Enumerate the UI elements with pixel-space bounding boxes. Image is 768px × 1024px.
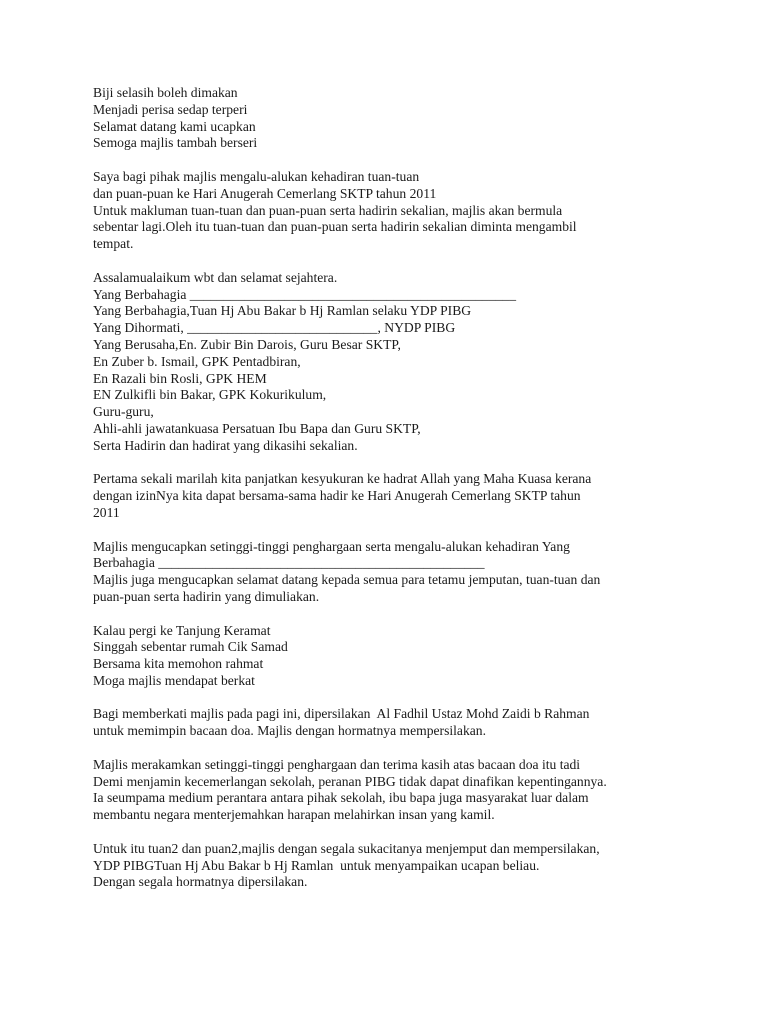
- text-line: dan puan-puan ke Hari Anugerah Cemerlang SKTP tahun 2011: [93, 185, 437, 201]
- text-line: Untuk itu tuan2 dan puan2,majlis dengan segala sukacitanya menjemput dan mempersilakan,: [93, 840, 600, 856]
- text-line: Yang Berbahagia ________________________________________________: [93, 286, 517, 302]
- text-line: Dengan segala hormatnya dipersilakan.: [93, 874, 308, 890]
- thanks-pibg-paragraph: [93, 757, 693, 824]
- text-line: Bagi memberkati majlis pada pagi ini, dipersilakan Al Fadhil Ustaz Mohd Zaidi b Rahman: [93, 706, 590, 722]
- text-line: Assalamualaikum wbt dan selamat sejahtera.: [93, 269, 338, 285]
- invite-ydp-paragraph: [93, 841, 693, 891]
- text-line: Saya bagi pihak majlis mengalu-alukan kehadiran tuan-tuan: [93, 168, 420, 184]
- document-page: [93, 85, 693, 908]
- text-line: Serta Hadirin dan hadirat yang dikasihi sekalian.: [93, 437, 358, 453]
- text-line: Majlis merakamkan setinggi-tinggi penghargaan dan terima kasih atas bacaan doa itu tadi: [93, 756, 581, 772]
- text-line: Yang Berbahagia,Tuan Hj Abu Bakar b Hj Ramlan selaku YDP PIBG: [93, 303, 472, 319]
- text-line: En Razali bin Rosli, GPK HEM: [93, 370, 267, 386]
- welcome-paragraph: [93, 169, 693, 253]
- text-line: Ia seumpama medium perantara antara pihak sekolah, ibu bapa juga masyarakat luar dalam: [93, 790, 589, 806]
- text-line: membantu negara menterjemahkan harapan melahirkan insan yang kamil.: [93, 807, 495, 823]
- text-line: Majlis juga mengucapkan selamat datang kepada semua para tetamu jemputan, tuan-tuan dan: [93, 572, 601, 588]
- text-line: puan-puan serta hadirin yang dimuliakan.: [93, 588, 320, 604]
- text-line: Untuk makluman tuan-tuan dan puan-puan serta hadirin sekalian, majlis akan bermula: [93, 202, 563, 218]
- text-line: Bersama kita memohon rahmat: [93, 656, 264, 672]
- text-line: Guru-guru,: [93, 404, 154, 420]
- text-line: Selamat datang kami ucapkan: [93, 118, 256, 134]
- text-line: Biji selasih boleh dimakan: [93, 85, 238, 100]
- text-line: En Zuber b. Ismail, GPK Pentadbiran,: [93, 353, 301, 369]
- pantun-prayer: [93, 623, 693, 690]
- appreciation-paragraph: [93, 539, 693, 606]
- text-line: Berbahagia ________________________________________________: [93, 555, 485, 571]
- text-line: Kalau pergi ke Tanjung Keramat: [93, 622, 271, 638]
- text-line: dengan izinNya kita dapat bersama-sama hadir ke Hari Anugerah Cemerlang SKTP tahun: [93, 488, 581, 504]
- text-line: untuk memimpin bacaan doa. Majlis dengan hormatnya mempersilakan.: [93, 723, 486, 739]
- text-line: EN Zulkifli bin Bakar, GPK Kokurikulum,: [93, 387, 327, 403]
- text-line: Moga majlis mendapat berkat: [93, 672, 255, 688]
- text-line: Yang Dihormati, ____________________________, NYDP PIBG: [93, 320, 456, 336]
- text-line: Majlis mengucapkan setinggi-tinggi penghargaan serta mengalu-alukan kehadiran Yang: [93, 538, 570, 554]
- text-line: Ahli-ahli jawatankuasa Persatuan Ibu Bapa dan Guru SKTP,: [93, 420, 421, 436]
- gratitude-paragraph: [93, 471, 693, 521]
- text-line: 2011: [93, 504, 120, 520]
- text-line: Yang Berusaha,En. Zubir Bin Darois, Guru Besar SKTP,: [93, 336, 401, 352]
- text-line: Pertama sekali marilah kita panjatkan kesyukuran ke hadrat Allah yang Maha Kuasa kerana: [93, 471, 592, 487]
- text-line: Singgah sebentar rumah Cik Samad: [93, 639, 288, 655]
- text-line: Semoga majlis tambah berseri: [93, 135, 258, 151]
- text-line: YDP PIBGTuan Hj Abu Bakar b Hj Ramlan untuk menyampaikan ucapan beliau.: [93, 857, 540, 873]
- salutations-paragraph: [93, 270, 693, 455]
- doa-invite-paragraph: [93, 706, 693, 740]
- text-line: sebentar lagi.Oleh itu tuan-tuan dan puan-puan serta hadirin sekalian diminta mengambil: [93, 219, 577, 235]
- text-line: Demi menjamin kecemerlangan sekolah, peranan PIBG tidak dapat dinafikan kepentingannya.: [93, 773, 607, 789]
- pantun-opening: [93, 85, 693, 152]
- text-line: Menjadi perisa sedap terperi: [93, 101, 248, 117]
- text-line: tempat.: [93, 236, 134, 252]
